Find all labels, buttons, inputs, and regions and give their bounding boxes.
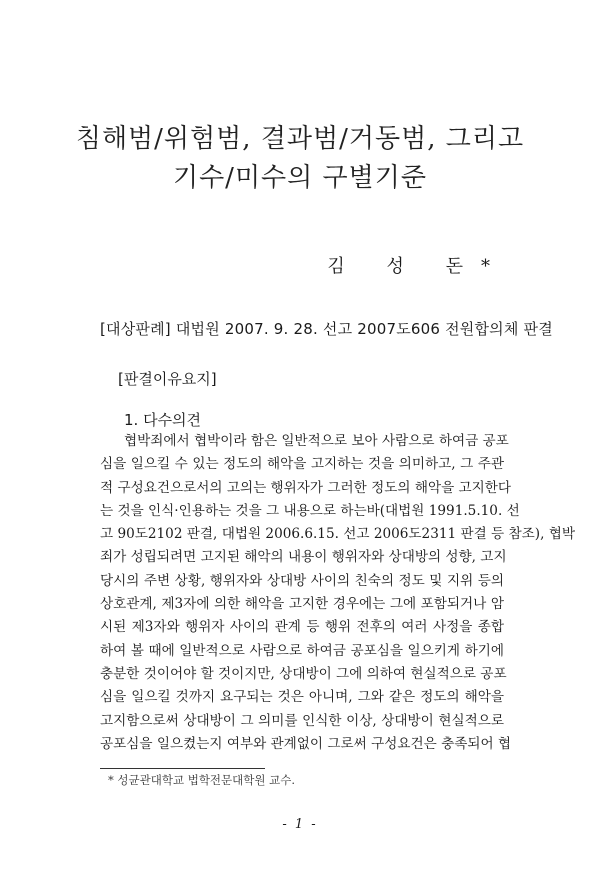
body-line: 심을 일으킬 수 있는 정도의 해악을 고지하는 것을 의미하고, 그 주관: [100, 456, 504, 473]
body-line: 시된 제3자와 행위자 사이의 관계 등 행위 전후의 여러 사정을 종합: [100, 619, 504, 636]
body-line: 고 90도2102 판결, 대법원 2006.6.15. 선고 2006도2311 판결 등 참조), 협박: [100, 526, 575, 543]
body-line: 죄가 성립되려면 고지된 해악의 내용이 행위자와 상대방의 성향, 고지: [100, 549, 507, 566]
page-number: - 1 -: [282, 817, 318, 832]
body-line: 는 것을 인식·인용하는 것을 그 내용으로 하는바(대법원 1991.5.10. 선: [100, 502, 520, 519]
footnote: * 성균관대학교 법학전문대학원 교수.: [108, 773, 296, 787]
body-line: 당시의 주변 상황, 행위자와 상대방 사이의 친숙의 정도 및 지위 등의: [100, 572, 504, 589]
body-line: 상호관계, 제3자에 의한 해악을 고지한 경우에는 그에 포함되거나 암: [100, 596, 504, 613]
subheading: [판결이유요지]: [118, 370, 217, 388]
section-heading: 1. 다수의견: [124, 411, 202, 429]
body-line: 협박죄에서 협박이라 함은 일반적으로 보아 사람으로 하여금 공포: [124, 433, 509, 449]
title-line-1: 침해범/위험범, 결과범/거동범, 그리고: [75, 124, 525, 154]
body-line: 하여 볼 때에 일반적으로 사람으로 하여금 공포심을 일으키게 하기에: [100, 642, 504, 659]
body-line: 적 구성요건으로서의 고의는 행위자가 그러한 정도의 해악을 고지한다: [100, 479, 512, 496]
title-line-2: 기수/미수의 구별기준: [172, 163, 428, 193]
author-name: 김 성 돈*: [327, 256, 508, 277]
body-line: 심을 일으킬 것까지 요구되는 것은 아니며, 그와 같은 정도의 해악을: [100, 689, 504, 706]
body-line: 공포심을 일으켰는지 여부와 관계없이 그로써 구성요건은 충족되어 협: [100, 735, 512, 752]
body-line: 고지함으로써 상대방이 그 의미를 인식한 이상, 상대방이 현실적으로: [100, 712, 504, 729]
body-text: [100, 430, 575, 756]
footnote-divider: [100, 768, 265, 769]
body-line: 충분한 것이어야 할 것이지만, 상대방이 그에 의하여 현실적으로 공포: [100, 665, 507, 682]
case-header: [대상판례] 대법원 2007. 9. 28. 선고 2007도606 전원합의체 판결: [100, 320, 553, 338]
